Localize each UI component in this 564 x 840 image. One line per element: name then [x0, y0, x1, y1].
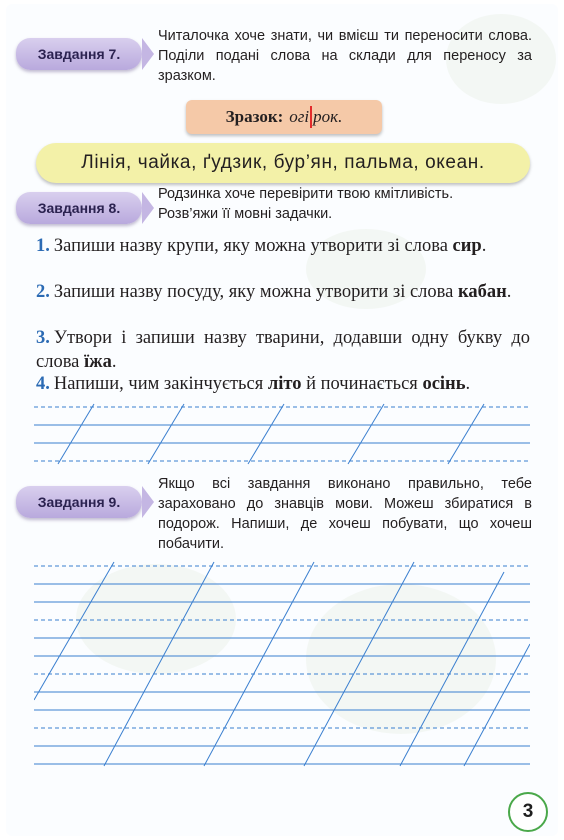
page-number: 3 — [522, 801, 534, 822]
writing-lines-task-8[interactable] — [34, 400, 530, 470]
page-number-badge — [508, 792, 548, 832]
question-4: 4. Напиши, чим закінчується літо й починається осінь. — [36, 374, 471, 394]
sample-label: Зразок: — [225, 107, 284, 126]
question-keyword: кабан — [457, 282, 507, 302]
question-text: Запиши назву крупи, яку можна утворити зі слова — [53, 236, 453, 256]
question-text: Запиши назву посуду, яку можна утворити зі слова — [53, 282, 458, 302]
workbook-page — [6, 4, 558, 836]
sample-part-2: рок. — [313, 107, 343, 126]
task-9-badge — [16, 486, 142, 518]
question-1: 1. Запиши назву крупи, яку можна утворити зі слова сир. — [36, 236, 487, 256]
task-7-badge — [16, 38, 142, 70]
task-8-intro-line-1: Родзинка хоче перевірити твою кмітливість. — [158, 186, 454, 202]
hyphenation-mark — [310, 106, 312, 128]
question-number: 2. — [36, 282, 50, 302]
word-list-box — [36, 143, 530, 183]
question-2: 2. Запиши назву посуду, яку можна утворити зі слова кабан. — [36, 282, 512, 302]
question-text: Напиши, чим закінчується — [53, 374, 268, 394]
sample-part-1: огі — [289, 107, 310, 126]
question-number: 4. — [36, 374, 50, 394]
task-8-badge — [16, 192, 142, 224]
question-number: 1. — [36, 236, 50, 256]
writing-lines-task-9[interactable] — [34, 560, 530, 770]
task-9-instructions: Якщо всі завдання виконано правильно, тебе зараховано до знавців мови. Можеш збиратися в подорож. Напиши, де хочеш побувати, що хочеш побачити. — [158, 476, 532, 552]
question-3: 3. Утвори і запиши назву тварини, додавши одну букву до слова їжа. — [36, 328, 530, 372]
task-9-badge-label: Завдання 9. — [37, 494, 121, 510]
task-8-badge-label: Завдання 8. — [37, 200, 121, 216]
sample-box — [186, 100, 382, 134]
question-keyword: осінь — [422, 374, 466, 394]
question-keyword: літо — [267, 374, 302, 394]
question-keyword: їжа — [84, 352, 112, 372]
question-text: Утвори і запиши назву тварини, додавши одну букву до слова — [36, 328, 530, 372]
task-8-intro — [158, 184, 532, 224]
task-7-badge-label: Завдання 7. — [37, 46, 121, 62]
question-number: 3. — [36, 328, 50, 348]
question-keyword: сир — [452, 236, 482, 256]
task-7-instructions: Читалочка хоче знати, чи вмієш ти переносити слова. Поділи подані слова на склади для переносу за зразком. — [158, 28, 532, 84]
task-8-intro-line-2: Розв’яжи її мовні задачки. — [158, 206, 333, 222]
word-list: Лінія, чайка, ґудзик, бур’ян, пальма, океан. — [81, 152, 485, 173]
